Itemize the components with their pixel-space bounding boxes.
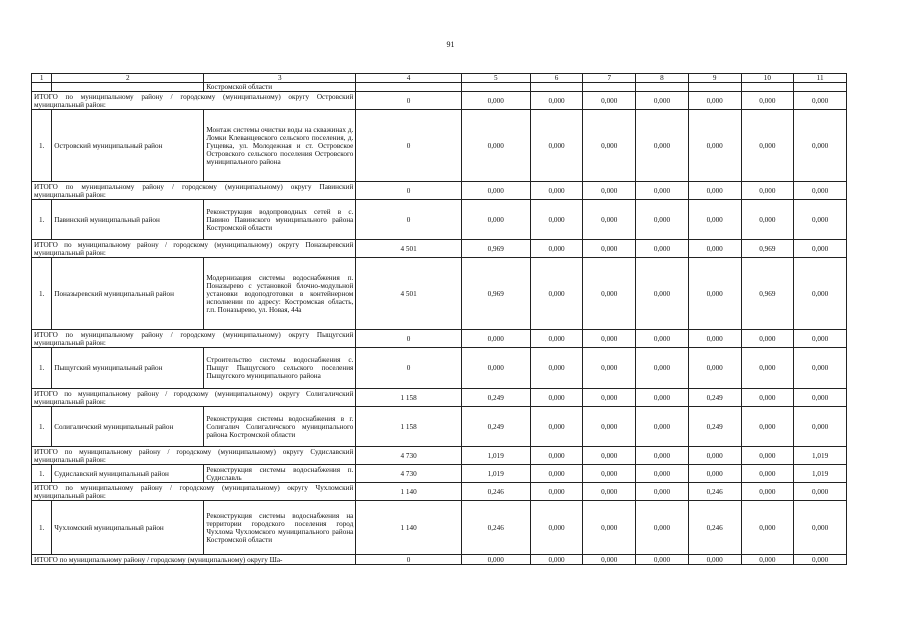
value-cell-c11: 1,019 [794,465,847,483]
value-cell-c11: 0,000 [794,110,847,182]
total-row [32,182,847,200]
value-cell-c5: 0,000 [461,92,530,110]
total-label: ИТОГО по муниципальному району / городскому (муниципальному) округу Ша- [32,555,356,565]
total-label: ИТОГО по муниципальному району / городскому (муниципальному) округу Солигаличский муниципальный район: [32,389,356,407]
column-header: 4 [356,74,461,83]
value-cell-c11: 0,000 [794,240,847,258]
total-row [32,92,847,110]
page-number: 91 [446,40,455,49]
district-name: Пыщугский муниципальный район [52,348,204,389]
value-cell-c5: 0,249 [461,407,530,447]
value-cell-c6: 0,000 [530,348,583,389]
row-number: 1. [32,501,52,555]
row-number: 1. [32,407,52,447]
value-cell-c4: 0 [356,330,461,348]
value-cell-c10: 0,000 [741,483,794,501]
project-description: Монтаж системы очистки воды на скважинах д. Ломки Клеванцевского сельского поселения, д. Гущевка, ул. Молодежная и ст. Островское Островского сельского поселения Островского муниципального района [204,110,356,182]
column-header: 5 [461,74,530,83]
value-cell-c4: 0 [356,182,461,200]
item-row [32,258,847,330]
value-cell-c9: 0,000 [688,447,741,465]
total-row [32,483,847,501]
value-cell-c4: 1 140 [356,501,461,555]
value-cell-c7: 0,000 [583,92,636,110]
value-cell-c9: 0,000 [688,240,741,258]
value-cell-c8: 0,000 [636,447,689,465]
column-header: 6 [530,74,583,83]
column-header: 11 [794,74,847,83]
value-cell-c7: 0,000 [583,330,636,348]
value-cell-c7: 0,000 [583,240,636,258]
value-cell-c11: 0,000 [794,92,847,110]
value-cell-c8: 0,000 [636,240,689,258]
value-cell-c6: 0,000 [530,200,583,240]
value-cell-c6: 0,000 [530,407,583,447]
value-cell-c11: 0,000 [794,258,847,330]
district-name: Поназыревский муниципальный район [52,258,204,330]
value-cell-c4: 4 501 [356,240,461,258]
value-cell-c5: 0,246 [461,501,530,555]
value-cell-c6: 0,000 [530,389,583,407]
value-cell-c9: 0,000 [688,348,741,389]
value-cell-c10: 0,000 [741,407,794,447]
value-cell-c5: 0,969 [461,240,530,258]
district-name: Солигаличский муниципальный район [52,407,204,447]
value-cell-c6: 0,000 [530,92,583,110]
row-number: 1. [32,258,52,330]
value-cell-c10: 0,000 [741,92,794,110]
value-cell-c4: 4 730 [356,465,461,483]
column-header: 7 [583,74,636,83]
value-cell-c7: 0,000 [583,258,636,330]
column-header: 3 [204,74,356,83]
value-cell-c6: 0,000 [530,465,583,483]
item-row [32,465,847,483]
value-cell-c11: 0,000 [794,330,847,348]
column-header-row [32,74,847,83]
value-cell-c4: 0 [356,200,461,240]
value-cell-c9: 0,000 [688,200,741,240]
value-cell-c11: 0,000 [794,389,847,407]
value-cell-c5: 0,000 [461,348,530,389]
value-cell-c6: 0,000 [530,447,583,465]
value-cell-c4: 0 [356,92,461,110]
row-number: 1. [32,110,52,182]
value-cell-c11: 0,000 [794,182,847,200]
total-label: ИТОГО по муниципальному району / городскому (муниципальному) округу Поназыревский муниципальный район: [32,240,356,258]
item-row [32,407,847,447]
item-row [32,200,847,240]
total-row [32,240,847,258]
value-cell-c11: 0,000 [794,407,847,447]
value-cell-c5: 0,000 [461,200,530,240]
value-cell-c5: 0,246 [461,483,530,501]
value-cell-c8: 0,000 [636,483,689,501]
value-cell-c9: 0,000 [688,555,741,565]
value-cell-c8: 0,000 [636,258,689,330]
value-cell-c10: 0,000 [741,465,794,483]
column-header: 10 [741,74,794,83]
item-row [32,110,847,182]
investment-table [31,73,847,565]
total-row [32,555,847,565]
column-header: 2 [52,74,204,83]
total-row [32,447,847,465]
value-cell-c8: 0,000 [636,182,689,200]
value-cell-c8: 0,000 [636,330,689,348]
value-cell-c7: 0,000 [583,110,636,182]
value-cell-c9: 0,000 [688,465,741,483]
value-cell-c10: 0,000 [741,348,794,389]
total-row [32,389,847,407]
value-cell-c9: 0,246 [688,501,741,555]
value-cell-c10: 0,969 [741,258,794,330]
value-cell-c11: 0,000 [794,555,847,565]
value-cell-c5: 0,000 [461,110,530,182]
value-cell-c9: 0,249 [688,389,741,407]
project-description: Строительство системы водоснабжения с. Пыщуг Пыщугского сельского поселения Пыщугского муниципального района [204,348,356,389]
value-cell-c10: 0,000 [741,501,794,555]
column-header: 8 [636,74,689,83]
total-label: ИТОГО по муниципальному району / городскому (муниципальному) округу Чухломский муниципальный район: [32,483,356,501]
value-cell-c11: 0,000 [794,483,847,501]
district-name: Островский муниципальный район [52,110,204,182]
value-cell-c10: 0,000 [741,110,794,182]
value-cell-c10: 0,000 [741,182,794,200]
project-description: Модернизация системы водоснабжения п. Поназырево с установкой блочно-модульной установки водоподготовки в контейнерном исполнении по адресу: Костромская область, г.п. Поназырево, ул. Новая, 44а [204,258,356,330]
value-cell-c7: 0,000 [583,447,636,465]
value-cell-c6: 0,000 [530,240,583,258]
value-cell-c7: 0,000 [583,348,636,389]
value-cell-c8: 0,000 [636,501,689,555]
item-row [32,501,847,555]
value-cell-c6: 0,000 [530,501,583,555]
row-number: 1. [32,348,52,389]
value-cell-c8: 0,000 [636,110,689,182]
value-cell-c6: 0,000 [530,258,583,330]
value-cell-c8: 0,000 [636,407,689,447]
row-number: 1. [32,200,52,240]
value-cell-c9: 0,000 [688,258,741,330]
value-cell-c10: 0,000 [741,555,794,565]
value-cell-c6: 0,000 [530,555,583,565]
value-cell-c7: 0,000 [583,407,636,447]
value-cell-c10: 0,000 [741,330,794,348]
column-header: 9 [688,74,741,83]
value-cell-c5: 0,000 [461,330,530,348]
value-cell-c4: 0 [356,110,461,182]
value-cell-c5: 0,249 [461,389,530,407]
total-label: ИТОГО по муниципальному району / городскому (муниципальному) округу Пыщугский муниципальный район: [32,330,356,348]
item-row [32,348,847,389]
value-cell-c4: 4 730 [356,447,461,465]
value-cell-c6: 0,000 [530,330,583,348]
value-cell-c9: 0,000 [688,330,741,348]
table-body [32,74,847,565]
value-cell-c11: 0,000 [794,200,847,240]
total-label: ИТОГО по муниципальному району / городскому (муниципальному) округу Павинский муниципальный район: [32,182,356,200]
value-cell-c8: 0,000 [636,555,689,565]
value-cell-c4: 1 140 [356,483,461,501]
value-cell-c9: 0,000 [688,92,741,110]
value-cell-c4: 4 501 [356,258,461,330]
continuation-text: Костромской области [204,83,356,92]
value-cell-c6: 0,000 [530,110,583,182]
value-cell-c8: 0,000 [636,92,689,110]
value-cell-c5: 0,969 [461,258,530,330]
value-cell-c4: 1 158 [356,407,461,447]
district-name: Павинский муниципальный район [52,200,204,240]
district-name: Судиславский муниципальный район [52,465,204,483]
value-cell-c5: 1,019 [461,465,530,483]
value-cell-c7: 0,000 [583,389,636,407]
value-cell-c10: 0,000 [741,389,794,407]
value-cell-c5: 0,000 [461,182,530,200]
continuation-row [32,83,847,92]
value-cell-c11: 1,019 [794,447,847,465]
project-description: Реконструкция водопроводных сетей в с. Павино Павинского муниципального района Костромской области [204,200,356,240]
value-cell-c4: 0 [356,555,461,565]
value-cell-c9: 0,246 [688,483,741,501]
value-cell-c10: 0,000 [741,447,794,465]
total-label: ИТОГО по муниципальному району / городскому (муниципальному) округу Судиславский муниципальный район: [32,447,356,465]
value-cell-c8: 0,000 [636,348,689,389]
value-cell-c7: 0,000 [583,501,636,555]
value-cell-c5: 1,019 [461,447,530,465]
row-number: 1. [32,465,52,483]
value-cell-c5: 0,000 [461,555,530,565]
project-description: Реконструкция системы водоснабжения на территории городского поселения город Чухлома Чухломского муниципального района Костромской области [204,501,356,555]
district-name: Чухломский муниципальный район [52,501,204,555]
value-cell-c8: 0,000 [636,200,689,240]
value-cell-c4: 1 158 [356,389,461,407]
value-cell-c10: 0,000 [741,200,794,240]
value-cell-c7: 0,000 [583,483,636,501]
value-cell-c4: 0 [356,348,461,389]
value-cell-c7: 0,000 [583,465,636,483]
value-cell-c9: 0,000 [688,182,741,200]
value-cell-c9: 0,249 [688,407,741,447]
value-cell-c8: 0,000 [636,389,689,407]
value-cell-c9: 0,000 [688,110,741,182]
value-cell-c11: 0,000 [794,348,847,389]
value-cell-c11: 0,000 [794,501,847,555]
total-row [32,330,847,348]
value-cell-c8: 0,000 [636,465,689,483]
value-cell-c7: 0,000 [583,555,636,565]
value-cell-c7: 0,000 [583,200,636,240]
value-cell-c10: 0,969 [741,240,794,258]
value-cell-c6: 0,000 [530,182,583,200]
total-label: ИТОГО по муниципальному району / городскому (муниципальному) округу Островский муниципальный район: [32,92,356,110]
value-cell-c6: 0,000 [530,483,583,501]
column-header: 1 [32,74,52,83]
value-cell-c7: 0,000 [583,182,636,200]
project-description: Реконструкция системы водоснабжения п. Судиславль [204,465,356,483]
project-description: Реконструкция системы водоснабжения в г. Солигалич Солигаличского муниципального района Костромской области [204,407,356,447]
